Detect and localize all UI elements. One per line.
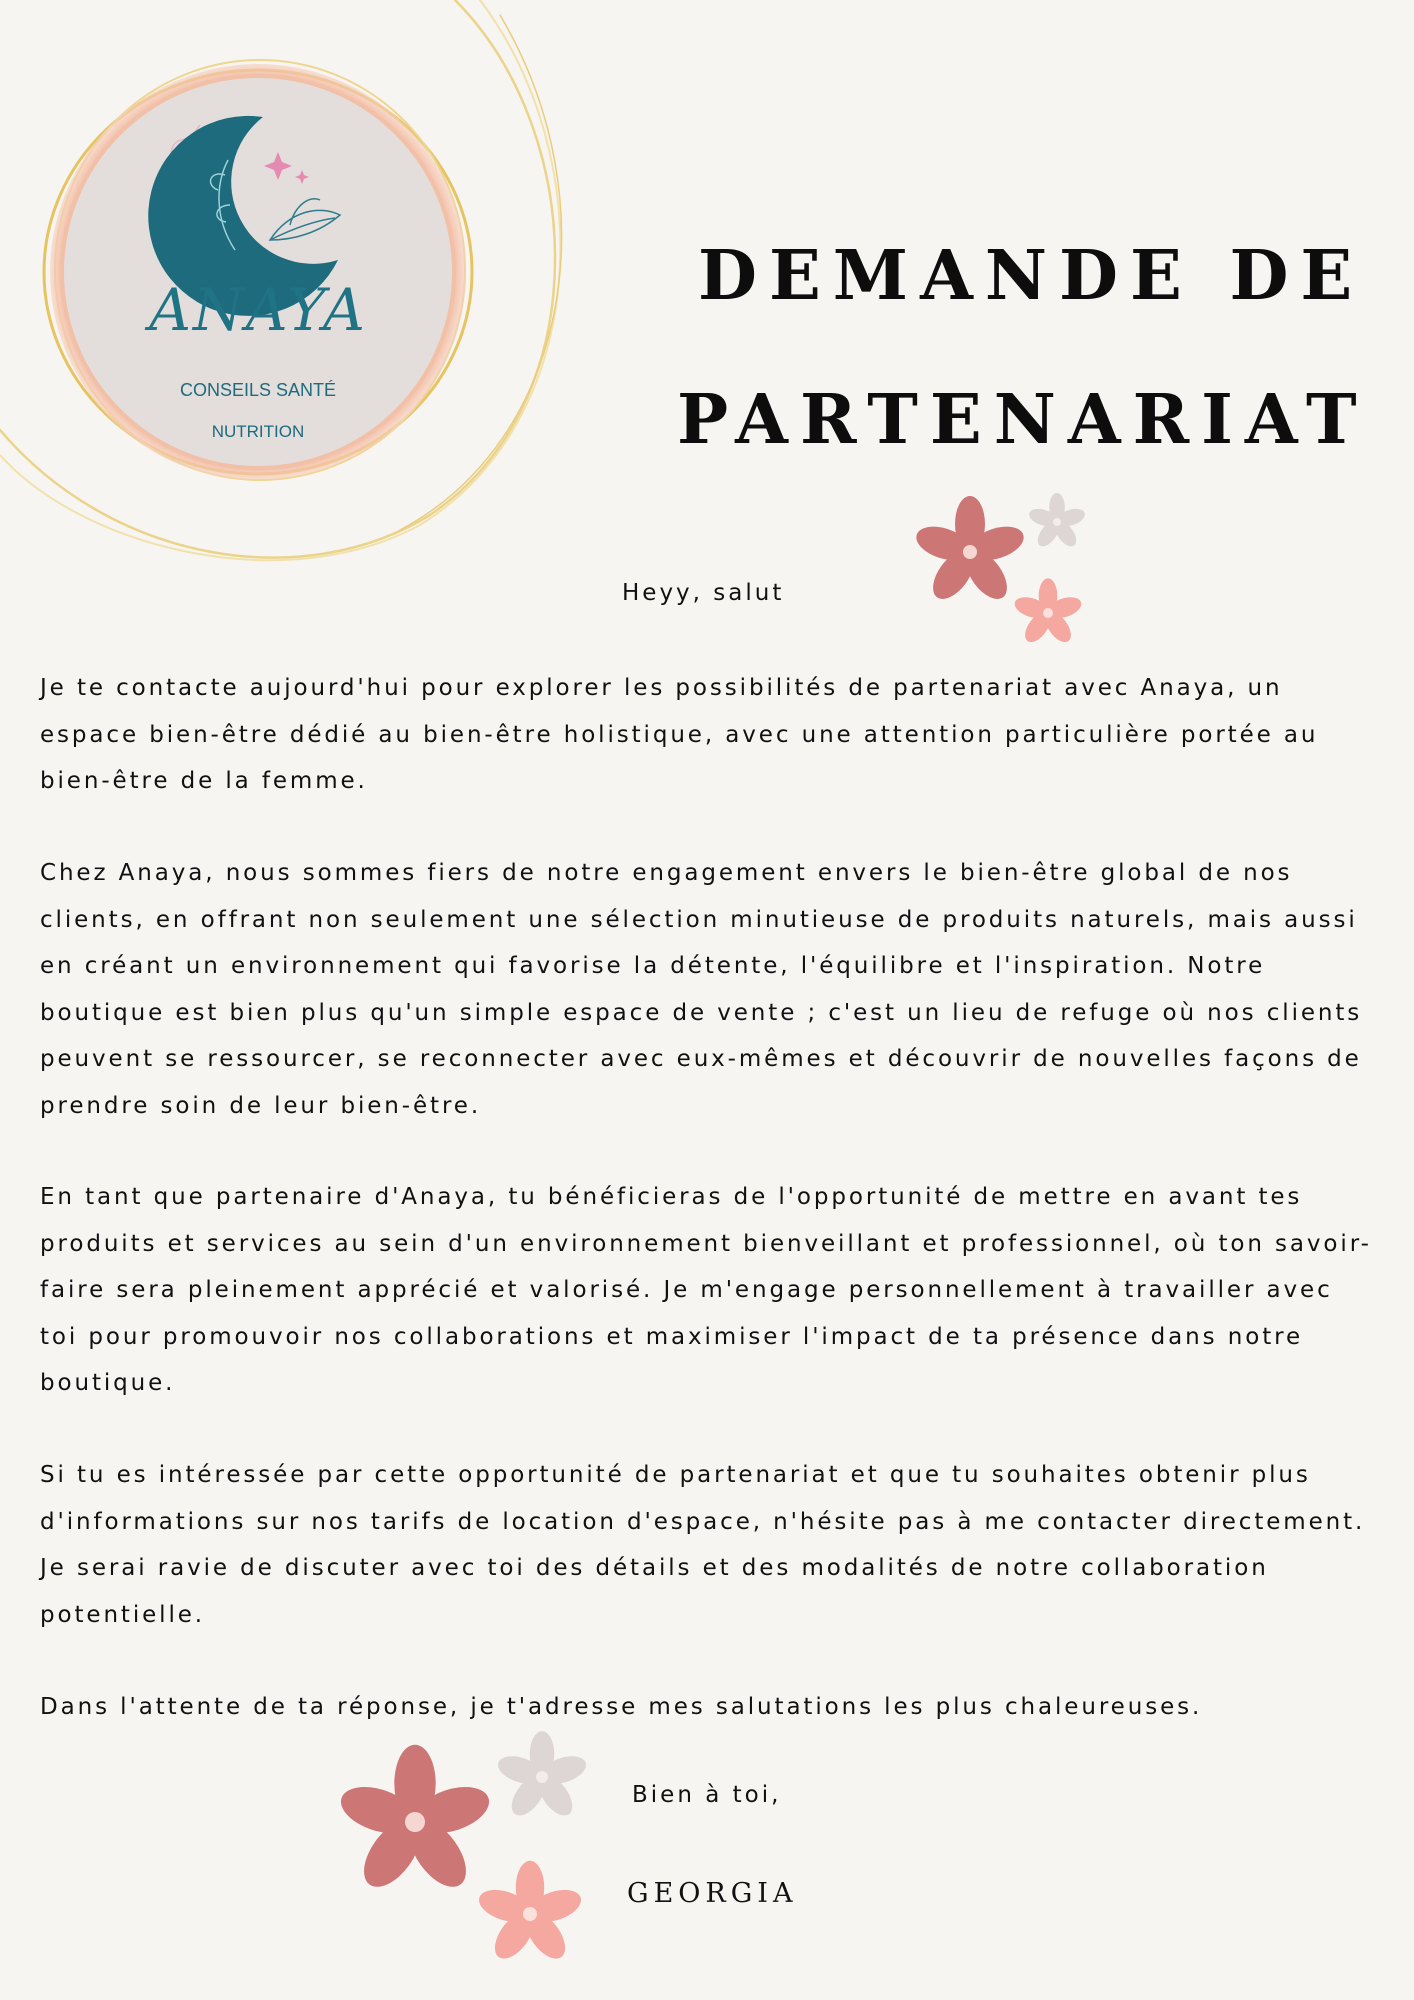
letter-greeting: Heyy, salut [622,580,785,606]
letter-signature: GEORGIA [627,1878,798,1909]
page-title-line1: DEMANDE DE [698,236,1365,316]
letter-paragraph-2: Chez Anaya, nous sommes fiers de notre engagement envers le bien-être global de nos clients, en offrant non seulement une sélection minutieuse de produits naturels, mais aussi en créant un environnement qui favorise la détente, l'équilibre et l'inspiration. Notre boutique est bien plus qu'un simple espace de vente ; c'est un lieu de refuge où nos clients peuvent se ressourcer, se reconnecter avec eux-mêmes et découvrir de nouvelles façons de prendre soin de leur bien-être. [40,860,1363,1119]
letter-paragraph-1: Je te contacte aujourd'hui pour explorer les possibilités de partenariat avec Anaya, un espace bien-être dédié au bien-être holistique, avec une attention particulière portée au bien-être de la femme. [40,675,1319,794]
letter-closing: Bien à toi, [632,1782,782,1808]
logo-tagline-line2: NUTRITION [211,422,305,441]
letter-paragraph-3: En tant que partenaire d'Anaya, tu bénéficieras de l'opportunité de mettre en avant tes produits et services au sein d'un environnement bienveillant et professionnel, où ton savoir-faire sera pleinement apprécié et valorisé. Je m'engage personnellement à travailler avec toi pour promouvoir nos collaborations et maximiser l'impact de ta présence dans notre boutique. [40,1184,1372,1396]
logo-medallion [50,64,466,480]
page-title-line2: PARTENARIAT [677,380,1369,460]
logo-brand-name: ANAYA [149,276,367,344]
flower-cluster-bottom [335,1731,589,1965]
flower-cluster-top [912,493,1087,647]
letter-paragraph-4: Si tu es intéressée par cette opportunité de partenariat et que tu souhaites obtenir plus d'informations sur nos tarifs de location d'espace, n'hésite pas à me contacter directement. Je serai ravie de discuter avec toi des détails et des modalités de notre collaboration potentielle. [40,1462,1366,1628]
letter-paragraph-5: Dans l'attente de ta réponse, je t'adresse mes salutations les plus chaleureuses. [40,1694,1203,1720]
logo-tagline-line1: CONSEILS SANTÉ [179,380,337,400]
